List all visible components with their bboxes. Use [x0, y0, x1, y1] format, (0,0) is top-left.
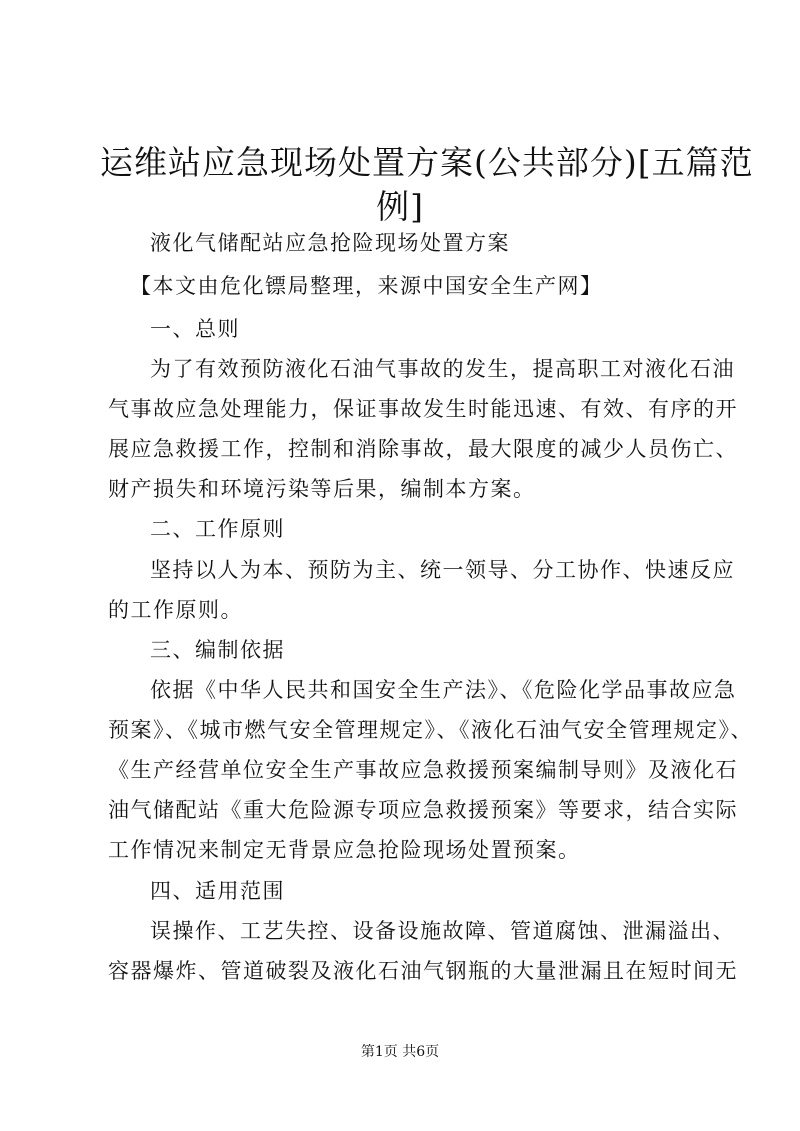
section-heading: 四、适用范围 — [150, 879, 285, 903]
paragraph-line: 气事故应急处理能力，保证事故发生时能迅速、有效、有序的开 — [108, 397, 738, 421]
paragraph-line: 坚持以人为本、预防为主、统一领导、分工协作、快速反应 — [150, 558, 735, 582]
paragraph-line: 容器爆炸、管道破裂及液化石油气钢瓶的大量泄漏且在短时间无 — [108, 959, 738, 983]
document-title-line-1: 运维站应急现场处置方案(公共部分)[五篇范 — [100, 143, 754, 182]
paragraph-line: 为了有效预防液化石油气事故的发生，提高职工对液化石油 — [150, 357, 735, 381]
paragraph-line: 预案》、《城市燃气安全管理规定》、《液化石油气安全管理规定》、 — [108, 718, 753, 742]
paragraph-line: 油气储配站《重大危险源专项应急救援预案》等要求，结合实际 — [108, 798, 738, 822]
document-subtitle: 液化气储配站应急抢险现场处置方案 — [150, 231, 510, 255]
document-title-line-2: 例] — [376, 187, 424, 226]
paragraph-line: 财产损失和环境污染等后果，编制本方案。 — [108, 477, 536, 501]
source-note: 【本文由危化镖局整理，来源中国安全生产网】 — [130, 274, 603, 298]
section-heading: 三、编制依据 — [150, 638, 285, 662]
paragraph-line: 的工作原则。 — [108, 598, 243, 622]
paragraph-line: 《生产经营单位安全生产事故应急救援预案编制导则》及液化石 — [108, 758, 738, 782]
paragraph-line: 工作情况来制定无背景应急抢险现场处置预案。 — [108, 838, 581, 862]
paragraph-line: 误操作、工艺失控、设备设施故障、管道腐蚀、泄漏溢出、 — [150, 919, 735, 943]
section-heading: 一、总则 — [150, 317, 240, 341]
section-heading: 二、工作原则 — [150, 517, 285, 541]
paragraph-line: 依据《中华人民共和国安全生产法》、《危险化学品事故应急 — [150, 678, 737, 702]
paragraph-line: 展应急救援工作，控制和消除事故，最大限度的减少人员伤亡、 — [108, 437, 738, 461]
page-number-footer: 第1页 共6页 — [360, 1044, 440, 1060]
